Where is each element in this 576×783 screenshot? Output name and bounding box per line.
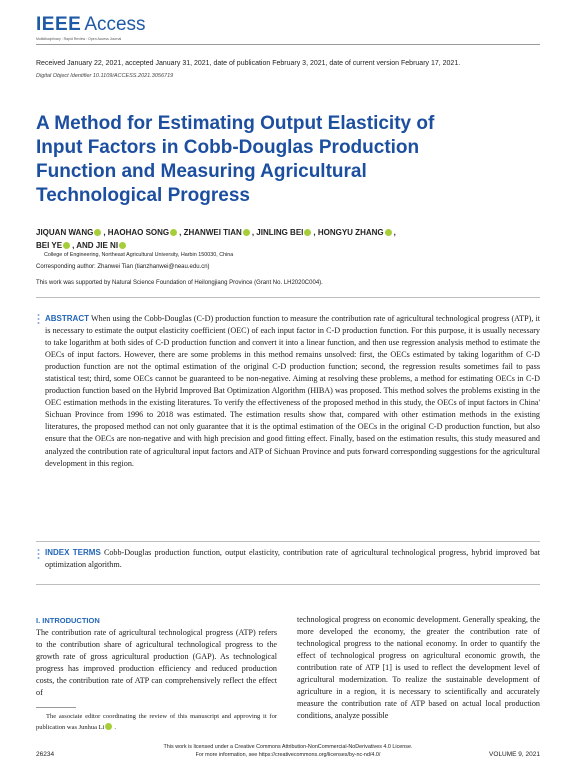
orcid-icon[interactable] [243,229,250,236]
orcid-icon[interactable] [170,229,177,236]
footnote: The associate editor coordinating the review of this manuscript and approving it for publication was Junhua Li . [36,713,277,731]
author-list: JIQUAN WANG , HAOHAO SONG , ZHANWEI TIAN , JINLING BEI , HONGYU ZHANG , BEI YE , AND JIE NI [36,228,396,250]
license-link[interactable]: For more information, see https://creativecommons.org/licenses/by-nc-nd/4.0/ [195,752,381,758]
logo-tagline: Multidisciplinary : Rapid Review : Open Access Journal [36,37,122,41]
funding-note: This work was supported by Natural Science Foundation of Heilongjiang Province (Grant No. LH2020C004). [36,280,323,286]
abstract-marker [37,313,40,325]
header-divider [36,44,540,45]
orcid-icon[interactable] [63,242,70,249]
intro-left-column: The contribution rate of agricultural technological progress (ATP) refers to the contribution share of agricultural technological progress to the growth rate of gross agricultural production (GAP). As technological progress has improved production efficiency and reduced production costs, the contribution rate of ATP can comprehensively reflect the effect of [36,628,277,698]
abstract-text: When using the Cobb-Douglas (C-D) production function to measure the contribution rate of agricultural technological progress (ATP), it is necessary to estimate the output elasticity coefficient (OEC) of each input factor in C-D production function. For this purpose, it is usually necessary to take logarithm at both sides of C-D production function and convert it into a linear function, and then use regression analysis method to estimate the OECs of input factors. However, there are some problems in this method remains unsolved: first, the OECs estimated by taking logarithm of C-D production function are not the optimal estimation of the original C-D production function; second, the regression results sometimes fail to pass statistical test; third, some OECs cannot be guaranteed to be non-negative. Aiming at resolving these problems, a method for estimating OECs in C-D production function based on the Hybrid Improved Bat Optimization Algorithm (HIBA) was proposed. This method solves the problems existing in the OEC estimation methods in the existing literatures. To verify the effectiveness of the proposed method in this study, the OECs of input factors in China' Sichuan Province from 1996 to 2018 was estimated. The estimation results show that, compared with other estimation methods in the existing literatures, the proposed method can not only guarantee that it is the optimal estimation of the OECs in the original C-D production function, but also ensure that the OECs are non-negative and with high precision and good fitting effect. Finally, based on the estimation results, this study measured and analyzed the contribution rate of agricultural input factors and ATP of Sichuan Province and puts forward corresponding suggestions for the agricultural development in this region. [45,314,540,468]
index-terms-heading: INDEX TERMS [45,548,101,557]
section-heading-introduction: I. INTRODUCTION [36,616,100,625]
orcid-icon[interactable] [94,229,101,236]
ieee-access-logo [36,14,176,42]
logo-ieee: IEEE [36,14,82,35]
intro-right-column: technological progress on economic development. Generally speaking, the more developed the economy, the greater the contribution rate of technological progress to the national economy. In order to quantify the effect of technological progress on agricultural economic growth, the contribution rate of ATP [1] is used to reflect the development level of agricultural modernization. To realize the sustainable development of agriculture in a region, it is necessary to scientifically and accurately measure the contribution rate of ATP based on actual local production conditions, analyze possible [297,615,540,721]
divider [36,541,540,542]
footnote-divider [36,707,76,708]
orcid-icon[interactable] [105,723,112,730]
author-name: AND JIE NI [76,240,119,250]
author-name: HAOHAO SONG [107,228,170,237]
abstract [45,313,540,470]
index-terms-text: Cobb-Douglas production function, output elasticity, contribution rate of agricultural technological progress, hybrid improved bat optimization algorithm. [45,548,540,570]
author-name: JINLING BEI [256,228,304,237]
abstract-heading: ABSTRACT [45,314,89,323]
author-name: ZHANWEI TIAN [183,228,242,237]
divider [36,297,540,298]
orcid-icon[interactable] [304,229,311,236]
index-terms-marker [37,548,40,560]
orcid-icon[interactable] [385,229,392,236]
doi: Digital Object Identifier 10.1109/ACCESS.2021.3056719 [36,73,174,79]
affiliation: College of Engineering, Northeast Agricultural University, Harbin 150030, China [44,252,234,258]
author-name: BEI YE [36,240,63,250]
paper-title: A Method for Estimating Output Elasticity of Input Factors in Cobb-Douglas Production Function and Measuring Agricultural Technological Progress [36,113,435,206]
license-notice: This work is licensed under a Creative Commons Attribution-NonCommercial-NoDerivatives 4.0 License. [163,744,413,750]
footnote-text: The associate editor coordinating the review of this manuscript and approving it for publication was Junhua Li [36,713,277,731]
volume-info: VOLUME 9, 2021 [489,751,540,758]
divider [36,584,540,585]
corresponding-author: Corresponding author: Zhanwei Tian (tianzhanwei@neau.edu.cn) [36,264,210,270]
page-number: 26234 [36,751,55,758]
index-terms [45,547,540,571]
logo-access: Access [84,14,146,35]
author-name: JIQUAN WANG [36,228,94,237]
publication-dates: Received January 22, 2021, accepted January 31, 2021, date of publication February 3, 2021, date of current version February 17, 2021. [36,60,461,67]
author-name: HONGYU ZHANG [317,228,384,237]
orcid-icon[interactable] [119,242,126,249]
